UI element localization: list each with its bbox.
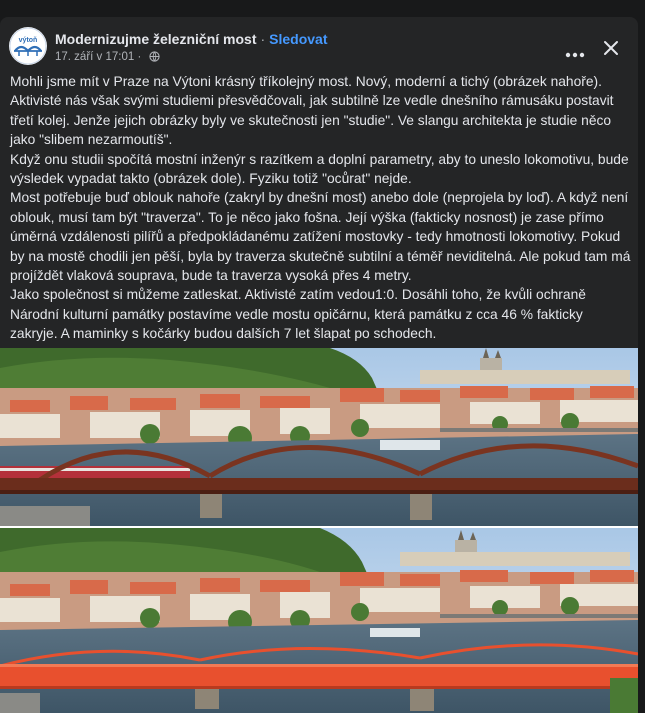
photo-bridge-girder-orange [0,528,638,713]
post-paragraph: Když onu studii spočítá mostní inženýr s razítkem a doplní parametry, aby to uneslo lokomotivu, bude výsledek vypadat takto (obrázek dole). Fyziku totiž "ocůrat" nejde. [10,151,629,187]
page-name-line [55,31,328,47]
post-paragraph: Most potřebuje buď oblouk nahoře (zakryl by dnešní most) anebo dole (neprojela by loď). A když není oblouk, musí tam být "traverza". To je něco jako fošna. Její výška (fakticky nosnost) je zase přímo úměrná vzdálenosti pilířů a předpokládanému zatížení mostovky - tedy hmotnosti lokomotivy. Pokud by na mostě chodili jen pěší, byla by traverza skutečně subtilní a téměř neviditelná. Ale pokud tam má projíždět vlaková souprava, bude ta traverza vysoká přes 4 metry. [10,190,631,284]
photo-bridge-arches-dark [0,348,638,526]
post-card [0,17,638,713]
close-button[interactable] [600,37,622,59]
date-separator: · [137,51,142,63]
page-name-link[interactable]: Modernizujme železniční most [55,31,257,47]
page-avatar[interactable] [9,27,47,65]
post-paragraph: Mohli jsme mít v Praze na Výtoni krásný tříkolejný most. Nový, moderní a tichý (obrázek nahoře). [10,74,602,89]
close-icon [600,37,622,59]
post-timestamp[interactable]: 17. září v 17:01 [55,51,135,63]
more-options-button[interactable] [562,45,588,65]
post-photo-bottom[interactable] [0,528,638,713]
post-paragraph: Aktivisté nás však svými studiemi přesvědčovali, jak subtilně lze vedle dnešního rámusáku postavit třetí kolej. Jenže jejich obrázky byly ve skutečnosti jen "studie". Ve slangu architekta je studie něco jako "slibem nezarmoutíš". [10,93,614,148]
post-paragraph: Jako společnost si můžeme zatleskat. Aktivisté zatím vedou1:0. Dosáhli toho, že kvůli ochraně Národní kulturní památky postavíme vedle mostu opičárnu, která památku z cca 46 % fakticky zakryje. A maminky s kočárky budou dalších 7 let šlapat po schodech. [10,287,586,342]
more-horizontal-icon [562,45,588,65]
page-logo-text: výtoň [18,37,38,44]
post-meta [55,51,160,65]
post-photo-top[interactable] [0,348,638,526]
page-logo [9,27,47,65]
name-separator: · [260,31,266,47]
follow-button[interactable]: Sledovat [269,31,328,47]
globe-icon [149,51,160,65]
post-body [10,72,632,344]
post-header [0,17,638,77]
